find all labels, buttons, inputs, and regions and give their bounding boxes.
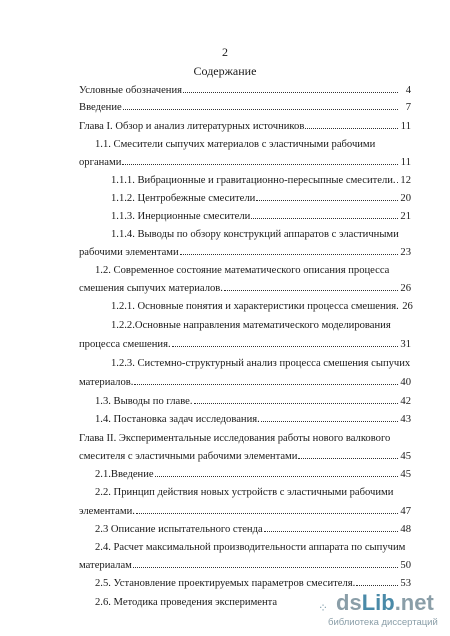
toc-line (79, 156, 411, 170)
toc-text: процесса смешения. (79, 339, 171, 350)
leader-dots (122, 164, 398, 165)
toc-text: 2.6. Методика проведения эксперимента (95, 597, 278, 608)
leader-dots (133, 567, 398, 568)
toc-text: 1.2.1. Основные понятия и характеристики процесса смешения. (111, 301, 399, 312)
toc-line (111, 300, 411, 314)
toc-text: 2.5. Установление проектируемых параметров смесителя. (95, 578, 356, 589)
toc-line (79, 120, 411, 134)
toc-text: 1.1.3. Инерционные смесители (111, 211, 251, 222)
leader-dots (356, 585, 398, 586)
toc-line (79, 84, 411, 98)
toc-page: 43 (400, 414, 411, 425)
toc-line (79, 505, 411, 519)
leader-dots (172, 346, 398, 347)
toc-text: 1.1. Смесители сыпучих материалов с эластичными рабочими (95, 139, 376, 150)
toc-text: Условные обозначения (79, 85, 183, 96)
toc-line (111, 210, 411, 224)
toc-text: Введение (79, 102, 122, 113)
leader-dots (180, 254, 398, 255)
toc-text: 1.4. Постановка задач исследования. (95, 414, 260, 425)
leader-dots (136, 513, 398, 514)
toc-page: 23 (400, 247, 411, 258)
toc-text: рабочими элементами (79, 247, 179, 258)
toc-line (79, 101, 411, 115)
toc-line (79, 450, 411, 464)
toc-line (79, 338, 411, 352)
toc-text: материалов. (79, 377, 134, 388)
toc-text: смесителя с эластичными рабочими элементами (79, 451, 298, 462)
toc-text: 2.1.Введение (95, 469, 154, 480)
toc-page: 11 (400, 157, 411, 168)
toc-text: 1.2. Современное состояние математического описания процесса (95, 265, 390, 276)
toc-line (95, 413, 411, 427)
toc-page: 53 (400, 578, 411, 589)
toc-text: элементами. (79, 506, 135, 517)
toc-text: 2.3 Описание испытательного стенда (95, 524, 263, 535)
toc-text: 1.1.2. Центробежные смесители (111, 193, 256, 204)
toc-page: 40 (400, 377, 411, 388)
toc-page: 31 (400, 339, 411, 350)
leader-dots (155, 476, 398, 477)
logo-ds: ds (336, 590, 362, 615)
toc-text: материалам (79, 560, 132, 571)
toc-text: 1.1.1. Вибрационные и гравитационно-пересыпные смесители. (111, 175, 396, 186)
leader-dots (397, 182, 398, 183)
logo-net: .net (394, 590, 434, 615)
toc-page: 12 (400, 175, 411, 186)
toc-text: 1.1.4. Выводы по обзору конструкций аппаратов с эластичными (111, 229, 399, 240)
dslib-watermark-logo (318, 590, 440, 630)
leader-dots (224, 290, 398, 291)
toc-page: 20 (400, 193, 411, 204)
leader-dots (251, 218, 398, 219)
leader-dots (264, 531, 398, 532)
toc-text: 1.2.3. Системно-структурный анализ процесса смешения сыпучих (111, 358, 411, 369)
logo-lib: Lib (361, 590, 395, 615)
leader-dots (256, 200, 398, 201)
toc-page: 4 (405, 85, 411, 96)
leader-dots (123, 109, 398, 110)
logo-subtitle: библиотека диссертаций (328, 617, 438, 628)
toc-line (79, 559, 411, 573)
toc-line (79, 246, 411, 260)
toc-page: 21 (400, 211, 411, 222)
toc-page: 48 (400, 524, 411, 535)
toc-line (79, 376, 411, 390)
toc-text: 1.3. Выводы по главе. (95, 396, 193, 407)
leader-dots (183, 92, 398, 93)
toc-page: 45 (400, 451, 411, 462)
toc-page: 26 (402, 301, 413, 312)
leader-dots (194, 403, 398, 404)
leader-dots (134, 384, 398, 385)
toc-line (95, 395, 411, 409)
toc-page: 42 (400, 396, 411, 407)
toc-page: 11 (400, 121, 411, 132)
page-number: 2 (222, 45, 228, 59)
logo-dots-icon: ⁘ (318, 601, 330, 615)
toc-line (79, 282, 411, 296)
toc-line (95, 523, 411, 537)
toc-page: 50 (400, 560, 411, 571)
toc-line (111, 192, 411, 206)
toc-page: 47 (400, 506, 411, 517)
page-title: Содержание (193, 64, 257, 78)
toc-page: 7 (405, 102, 411, 113)
toc-text: смешения сыпучих материалов. (79, 283, 223, 294)
toc-text: 1.2.2.Основные направления математического моделирования (111, 320, 391, 331)
toc-line (111, 174, 411, 188)
leader-dots (261, 421, 398, 422)
toc-text: Глава II. Экспериментальные исследования работы нового валкового (79, 433, 391, 444)
leader-dots (298, 458, 398, 459)
logo-brand (336, 590, 434, 616)
toc-text: 2.4. Расчет максимальной производительности аппарата по сыпучим (95, 542, 406, 553)
toc-page: 45 (400, 469, 411, 480)
toc-text: 2.2. Принцип действия новых устройств с эластичными рабочими (95, 487, 394, 498)
toc-line (95, 468, 411, 482)
toc-text: органами (79, 157, 122, 168)
leader-dots (305, 128, 398, 129)
toc-line (95, 577, 411, 591)
toc-text: Глава I. Обзор и анализ литературных источников (79, 121, 305, 132)
toc-page: 26 (400, 283, 411, 294)
